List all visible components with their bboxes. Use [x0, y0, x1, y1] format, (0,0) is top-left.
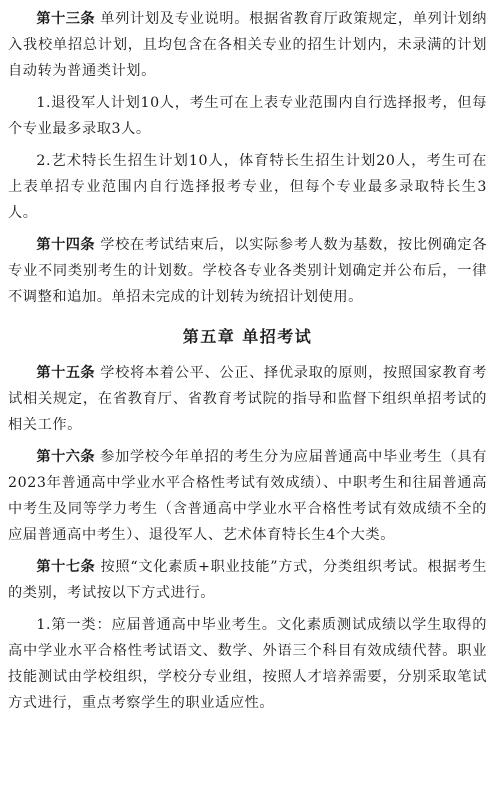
article-15-text: 学校将本着公平、公正、择优录取的原则，按照国家教育考试相关规定，在省教育厅、省教育考试院的指导和监督下组织单招考试的相关工作。 [8, 365, 487, 433]
article-14 [8, 232, 487, 310]
article-17 [8, 554, 487, 606]
article-13 [8, 6, 487, 84]
article-17-label: 第十七条 [36, 559, 96, 575]
article-13-item-2: 2.艺术特长生招生计划10人，体育特长生招生计划20人，考生可在上表单招专业范围内自行选择报考专业，但每个专业最多录取特长生3人。 [8, 153, 487, 221]
article-14-text: 学校在考试结束后，以实际参考人数为基数，按比例确定各专业不同类别考生的计划数。学校各专业各类别计划确定并公布后，一律不调整和追加。单招未完成的计划转为统招计划使用。 [8, 237, 487, 305]
article-14-label: 第十四条 [36, 237, 96, 253]
article-16 [8, 444, 487, 548]
article-16-label: 第十六条 [36, 449, 96, 465]
article-13-text: 单列计划及专业说明。根据省教育厅政策规定，单列计划纳入我校单招总计划，且均包含在各相关专业的招生计划内，未录满的计划自动转为普通类计划。 [8, 11, 487, 79]
article-17-item-1: 1.第一类：应届普通高中毕业考生。文化素质测试成绩以学生取得的高中学业水平合格性考试语文、数学、外语三个科目有效成绩代替。职业技能测试由学校组织，学校分专业组，按照人才培养需要，分别采取笔试方式进行，重点考察学生的职业适应性。 [8, 617, 487, 711]
article-15-label: 第十五条 [36, 365, 96, 381]
article-15 [8, 360, 487, 438]
article-13-label: 第十三条 [36, 11, 96, 27]
article-16-text: 参加学校今年单招的考生分为应届普通高中毕业考生（具有2023年普通高中学业水平合格性考试有效成绩）、中职考生和往届普通高中考生及同等学力考生（含普通高中学业水平合格性考试有效成绩不全的应届普通高中考生）、退役军人、艺术体育特长生4个大类。 [8, 449, 487, 543]
chapter-heading: 第五章 单招考试 [182, 327, 313, 346]
article-17-text: 按照“文化素质+职业技能”方式，分类组织考试。根据考生的类别，考试按以下方式进行。 [8, 559, 487, 601]
article-13-item-1: 1.退役军人计划10人，考生可在上表专业范围内自行选择报考，但每个专业最多录取3人。 [8, 95, 487, 137]
